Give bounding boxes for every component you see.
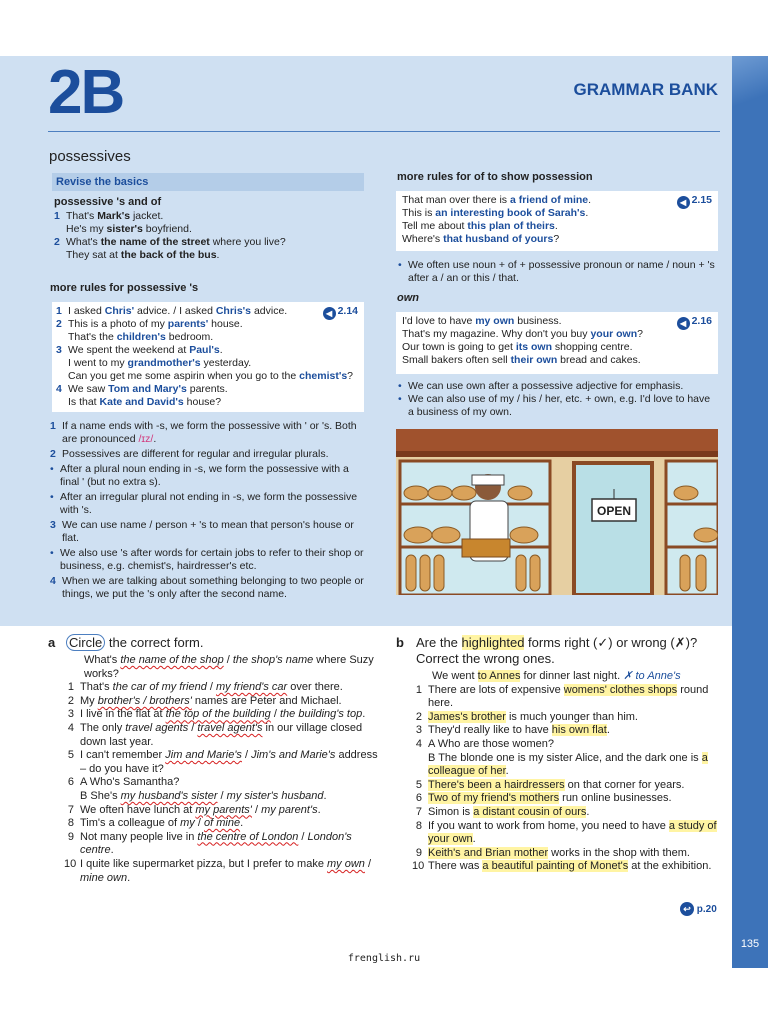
- exercise-item[interactable]: 8 Tim's a colleague of my / of mine.: [67, 817, 244, 830]
- own-title: own: [397, 292, 419, 304]
- footer-site: frenglish.ru: [347, 953, 421, 964]
- speaker-icon: ◀: [677, 196, 690, 209]
- exercise-item[interactable]: 6 Two of my friend's mothers run online businesses.: [415, 792, 672, 805]
- example-item: We went to Annes for dinner last night. ✗ to Anne's: [432, 670, 681, 682]
- circle-word: Circle: [66, 634, 105, 651]
- own-examples: ◀ 2.16 I'd love to have my own business. That's my magazine. Why don't you buy your own? Our town is going to get its own shopping centre. Small bakers often sell their own bread and cakes.: [396, 312, 718, 374]
- bakery-scene: [396, 429, 718, 595]
- exercise-item[interactable]: 9 Keith's and Brian mother works in the shop with them.: [415, 846, 690, 859]
- audio-track[interactable]: ◀ 2.15: [677, 194, 712, 209]
- exercise-item[interactable]: 6 A Who's Samantha?: [67, 776, 180, 789]
- exercise-item[interactable]: 2 James's brother is much younger than him.: [415, 710, 638, 723]
- page-number: 135: [740, 938, 760, 950]
- side-strip-decoration: [732, 56, 768, 116]
- own-notes: • We can use own after a possessive adjective for emphasis. • We can also use of my / his / her, etc. + own, e.g. I'd love to have a business of my own.: [398, 380, 711, 418]
- exercise-item[interactable]: 8 If you want to work from home, you need to have a study of your own.: [415, 819, 717, 846]
- exercise-b: b Are the highlighted forms right (✓) or wrong (✗)? Correct the wrong ones. We went to Annes for dinner last night. ✗ to Anne's 1 There are lots of expensive womens' clothes shops round here. 2 James's brother is much younger than him. 3 They'd really like to have his own flat. 4 A Who are those women? B The blonde one is my sister Alice, and the dark one is a colleague of her. 5 There's been a hairdressers on that corner for years. 6 Two of my friend's mothers run online businesses. 7 Simon is a distant cousin of ours. 8 If you want to work from home, you need to have a study of your own. 9 Keith's and Brian mother works in the shop with them. 10 There was a beautiful painting of Monet's at the exhibition.: [396, 635, 722, 874]
- exercise-item[interactable]: 1 That's the car of my friend / my friend's car over there.: [67, 681, 343, 694]
- rules-s-title: more rules for possessive 's: [50, 282, 199, 294]
- back-arrow-icon: ↩: [680, 902, 694, 916]
- exercise-item[interactable]: 1 There are lots of expensive womens' clothes shops round here.: [415, 683, 709, 710]
- exercise-item[interactable]: 5 There's been a hairdressers on that corner for years.: [415, 778, 685, 791]
- audio-track[interactable]: ◀ 2.16: [677, 315, 712, 330]
- list-item: 1 That's Mark's jacket. He's my sister's boyfriend.: [54, 210, 192, 235]
- unit-code: 2B: [48, 58, 124, 127]
- exercise-item[interactable]: 4 The only travel agents / travel agent's in our village closed down last year.: [67, 721, 363, 748]
- header-divider: [48, 131, 720, 132]
- revise-subtitle: possessive 's and of: [54, 196, 162, 208]
- exercise-item[interactable]: 3 I live in the flat at the top of the building / the building's top.: [67, 708, 366, 721]
- exercise-item[interactable]: 4 A Who are those women?: [415, 737, 554, 750]
- exercise-item[interactable]: 5 I can't remember Jim and Marie's / Jim's and Marie's address – do you have it?: [67, 749, 378, 775]
- bakery-illustration: [396, 429, 718, 595]
- rules-of-note: • We often use noun + of + possessive pronoun or name / noun + 's after a / an or this / that.: [398, 259, 715, 284]
- audio-track[interactable]: ◀ 2.14: [323, 305, 358, 320]
- exercise-item[interactable]: 10 There was a beautiful painting of Monet's at the exhibition.: [412, 860, 712, 873]
- list-item: 2 What's the name of the street where you live? They sat at the back of the bus.: [54, 236, 286, 261]
- rules-s-examples: ◀ 2.14 1 I asked Chris' advice. / I asked Chris's advice. 2 This is a photo of my parents' house. That's the children's bedroom. 3 We spent the weekend at Paul's. I went to my grandmother's yesterday. Can you get me some aspirin when you go to the chemist's? 4 We saw Tom and Mary's parents. Is that Kate and David's house?: [52, 302, 364, 412]
- exercise-item[interactable]: B She's my husband's sister / my sister's husband.: [80, 789, 327, 802]
- open-sign-text: OPEN: [596, 504, 632, 518]
- page-reference[interactable]: ↩ p.20: [680, 902, 717, 916]
- revise-box: [52, 173, 364, 270]
- exercise-item[interactable]: B The blonde one is my sister Alice, and the dark one is a colleague of her.: [428, 751, 708, 778]
- exercise-item[interactable]: 9 Not many people live in the centre of London / London's centre.: [67, 830, 352, 857]
- speaker-icon: ◀: [677, 317, 690, 330]
- rules-of-title: more rules for of to show possession: [397, 171, 593, 183]
- exercise-a: a Circle the correct form. What's the name of the shop / the shop's name where Suzy works? 1 That's the car of my friend / my friend's car over there. 2 My brother's / brothers' names are Peter and Michael. 3 I live in the flat at the top of the building / the building's top. 4 The only travel agents / travel agent's in our village closed down last year. 5 I can't remember Jim and Marie's / Jim's and Marie's address – do you have it? 6 A Who's Samantha? B She's my husband's sister / my sister's husband. 7 We often have lunch at my parents' / my parent's. 8 Tim's a colleague of my / of mine. 9 Not many people live in the centre of London / London's centre. 10 I quite like supermarket pizza, but I prefer to make my own / mine own.: [48, 635, 378, 884]
- exercise-item[interactable]: 10 I quite like supermarket pizza, but I prefer to make my own / mine own.: [64, 857, 372, 884]
- exercise-item[interactable]: 7 We often have lunch at my parents' / my parent's.: [67, 803, 321, 816]
- example-item: What's the name of the shop / the shop's name where Suzy works?: [84, 654, 374, 680]
- exercise-item[interactable]: 2 My brother's / brothers' names are Peter and Michael.: [67, 694, 342, 707]
- rules-of-examples: ◀ 2.15 That man over there is a friend of mine. This is an interesting book of Sarah's. Tell me about this plan of theirs. Where's that husband of yours?: [396, 191, 718, 251]
- revise-title: Revise the basics: [52, 173, 364, 191]
- exercise-item[interactable]: 7 Simon is a distant cousin of ours.: [415, 805, 590, 818]
- speaker-icon: ◀: [323, 307, 336, 320]
- rules-s-notes: 1 If a name ends with -s, we form the possessive with ' or 's. Both are pronounced /ɪz/. 2 Possessives are different for regular and irregular plurals. • After a plural noun ending in -s, we form the possessive with a final ' (but no extra s). • After an irregular plural not ending in -s, we form the possessive with 's. 3 We can use name / person + 's to mean that person's house or flat. • We also use 's after words for certain jobs to refer to their shop or business, e.g. chemist's, hairdresser's etc. 4 When we are talking about something belonging to two people or things, we put the 's only after the second name.: [50, 420, 364, 600]
- section-title: GRAMMAR BANK: [573, 80, 718, 99]
- topic-title: possessives: [49, 148, 131, 165]
- side-strip: [732, 56, 768, 968]
- exercise-item[interactable]: 3 They'd really like to have his own flat.: [415, 724, 610, 737]
